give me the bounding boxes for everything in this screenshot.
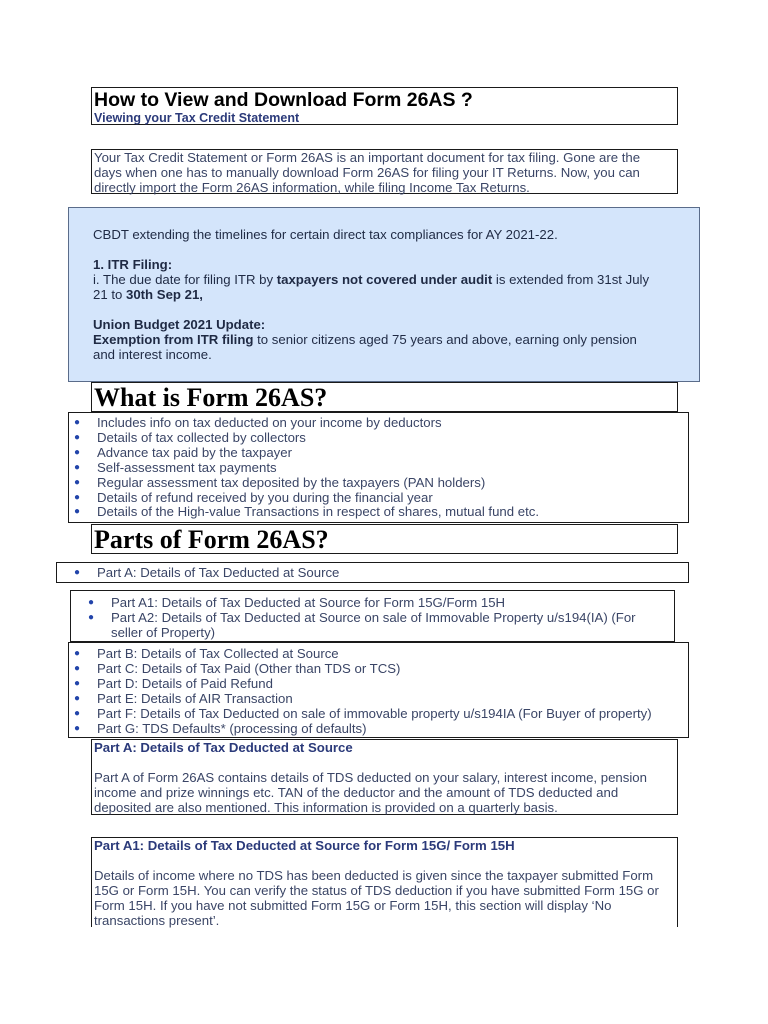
- part-a-line: deposited are also mentioned. This information is provided on a quarterly basis.: [94, 800, 558, 815]
- section-heading: What is Form 26AS?: [94, 383, 328, 412]
- page-title: How to View and Download Form 26AS ?: [94, 89, 473, 111]
- what-heading-box: [91, 382, 678, 412]
- part-a-list: [56, 562, 689, 583]
- part-a1-line: 15G or Form 15H. You can verify the status of TDS deduction if you have submitted Form 15G or: [94, 883, 659, 898]
- list-item: ● Regular assessment tax deposited by the taxpayers (PAN holders): [74, 474, 486, 490]
- list-item: ● Part F: Details of Tax Deducted on sale of immovable property u/s194IA (For Buyer of property): [74, 705, 652, 721]
- list-item: ● Part A: Details of Tax Deducted at Source: [74, 565, 340, 580]
- what-list: [68, 412, 689, 523]
- list-item: ● Part C: Details of Tax Paid (Other than TDS or TCS): [74, 660, 401, 676]
- part-a-line: Part A of Form 26AS contains details of TDS deducted on your salary, interest income, pension: [94, 770, 647, 785]
- itr-text: i. The due date for filing ITR by taxpayers not covered under audit is extended from 31st July: [93, 272, 650, 287]
- page-subtitle: Viewing your Tax Credit Statement: [94, 111, 300, 125]
- part-a1-section: [91, 837, 678, 927]
- list-item: ● Part A1: Details of Tax Deducted at Source for Form 15G/Form 15H: [88, 595, 506, 610]
- list-item: ● Details of refund received by you during the financial year: [74, 489, 433, 505]
- notice-line: CBDT extending the timelines for certain direct tax compliances for AY 2021-22.: [93, 227, 558, 242]
- parts-heading-box: [91, 524, 678, 554]
- part-a-section: [91, 739, 678, 815]
- part-a1-line: transactions present’.: [94, 913, 220, 928]
- list-item: ● Part B: Details of Tax Collected at Source: [74, 646, 339, 661]
- list-item: ● Includes info on tax deducted on your income by deductors: [74, 415, 442, 430]
- list-item: ● Part E: Details of AIR Transaction: [74, 690, 293, 706]
- list-item: ● Part A2: Details of Tax Deducted at Source on sale of Immovable Property u/s194(IA) (For: [88, 609, 636, 625]
- part-a-heading: Part A: Details of Tax Deducted at Source: [94, 740, 353, 755]
- itr-text: 21 to 30th Sep 21,: [93, 287, 203, 302]
- section-heading: Parts of Form 26AS?: [94, 525, 329, 554]
- budget-text: and interest income.: [93, 347, 212, 362]
- title-box: [91, 87, 678, 125]
- intro-line: days when one has to manually download Form 26AS for filing your IT Returns. Now, you can: [94, 165, 640, 180]
- part-a1-heading: Part A1: Details of Tax Deducted at Source for Form 15G/ Form 15H: [94, 838, 515, 853]
- budget-text: Exemption from ITR filing to senior citizens aged 75 years and above, earning only pension: [93, 332, 637, 347]
- intro-paragraph: [91, 149, 678, 194]
- part-a1-line: Form 15H. If you have not submitted Form 15G or Form 15H, this section will display ‘No: [94, 898, 612, 913]
- notice-box: [68, 207, 700, 382]
- intro-line: Your Tax Credit Statement or Form 26AS is an important document for tax filing. Gone are the: [94, 150, 641, 165]
- itr-heading: 1. ITR Filing:: [93, 257, 173, 272]
- intro-line: directly import the Form 26AS information, while filing Income Tax Returns.: [94, 180, 530, 195]
- part-a-sub-list: [70, 590, 675, 642]
- part-a-line: income and prize winnings etc. TAN of the deductor and the amount of TDS deducted and: [94, 785, 619, 800]
- list-item: ● Part G: TDS Defaults* (processing of defaults): [74, 720, 367, 736]
- list-item: ● Part D: Details of Paid Refund: [74, 675, 273, 691]
- list-item: ● Details of tax collected by collectors: [74, 429, 306, 445]
- list-item: ● Self-assessment tax payments: [74, 459, 277, 475]
- budget-heading: Union Budget 2021 Update:: [93, 317, 266, 332]
- list-item-cont: seller of Property): [111, 624, 216, 640]
- part-a1-line: Details of income where no TDS has been deducted is given since the taxpayer submitted Form: [94, 868, 654, 883]
- list-item: ● Details of the High-value Transactions in respect of shares, mutual fund etc.: [74, 504, 540, 520]
- list-item: ● Advance tax paid by the taxpayer: [74, 444, 293, 460]
- parts-list: [68, 642, 689, 738]
